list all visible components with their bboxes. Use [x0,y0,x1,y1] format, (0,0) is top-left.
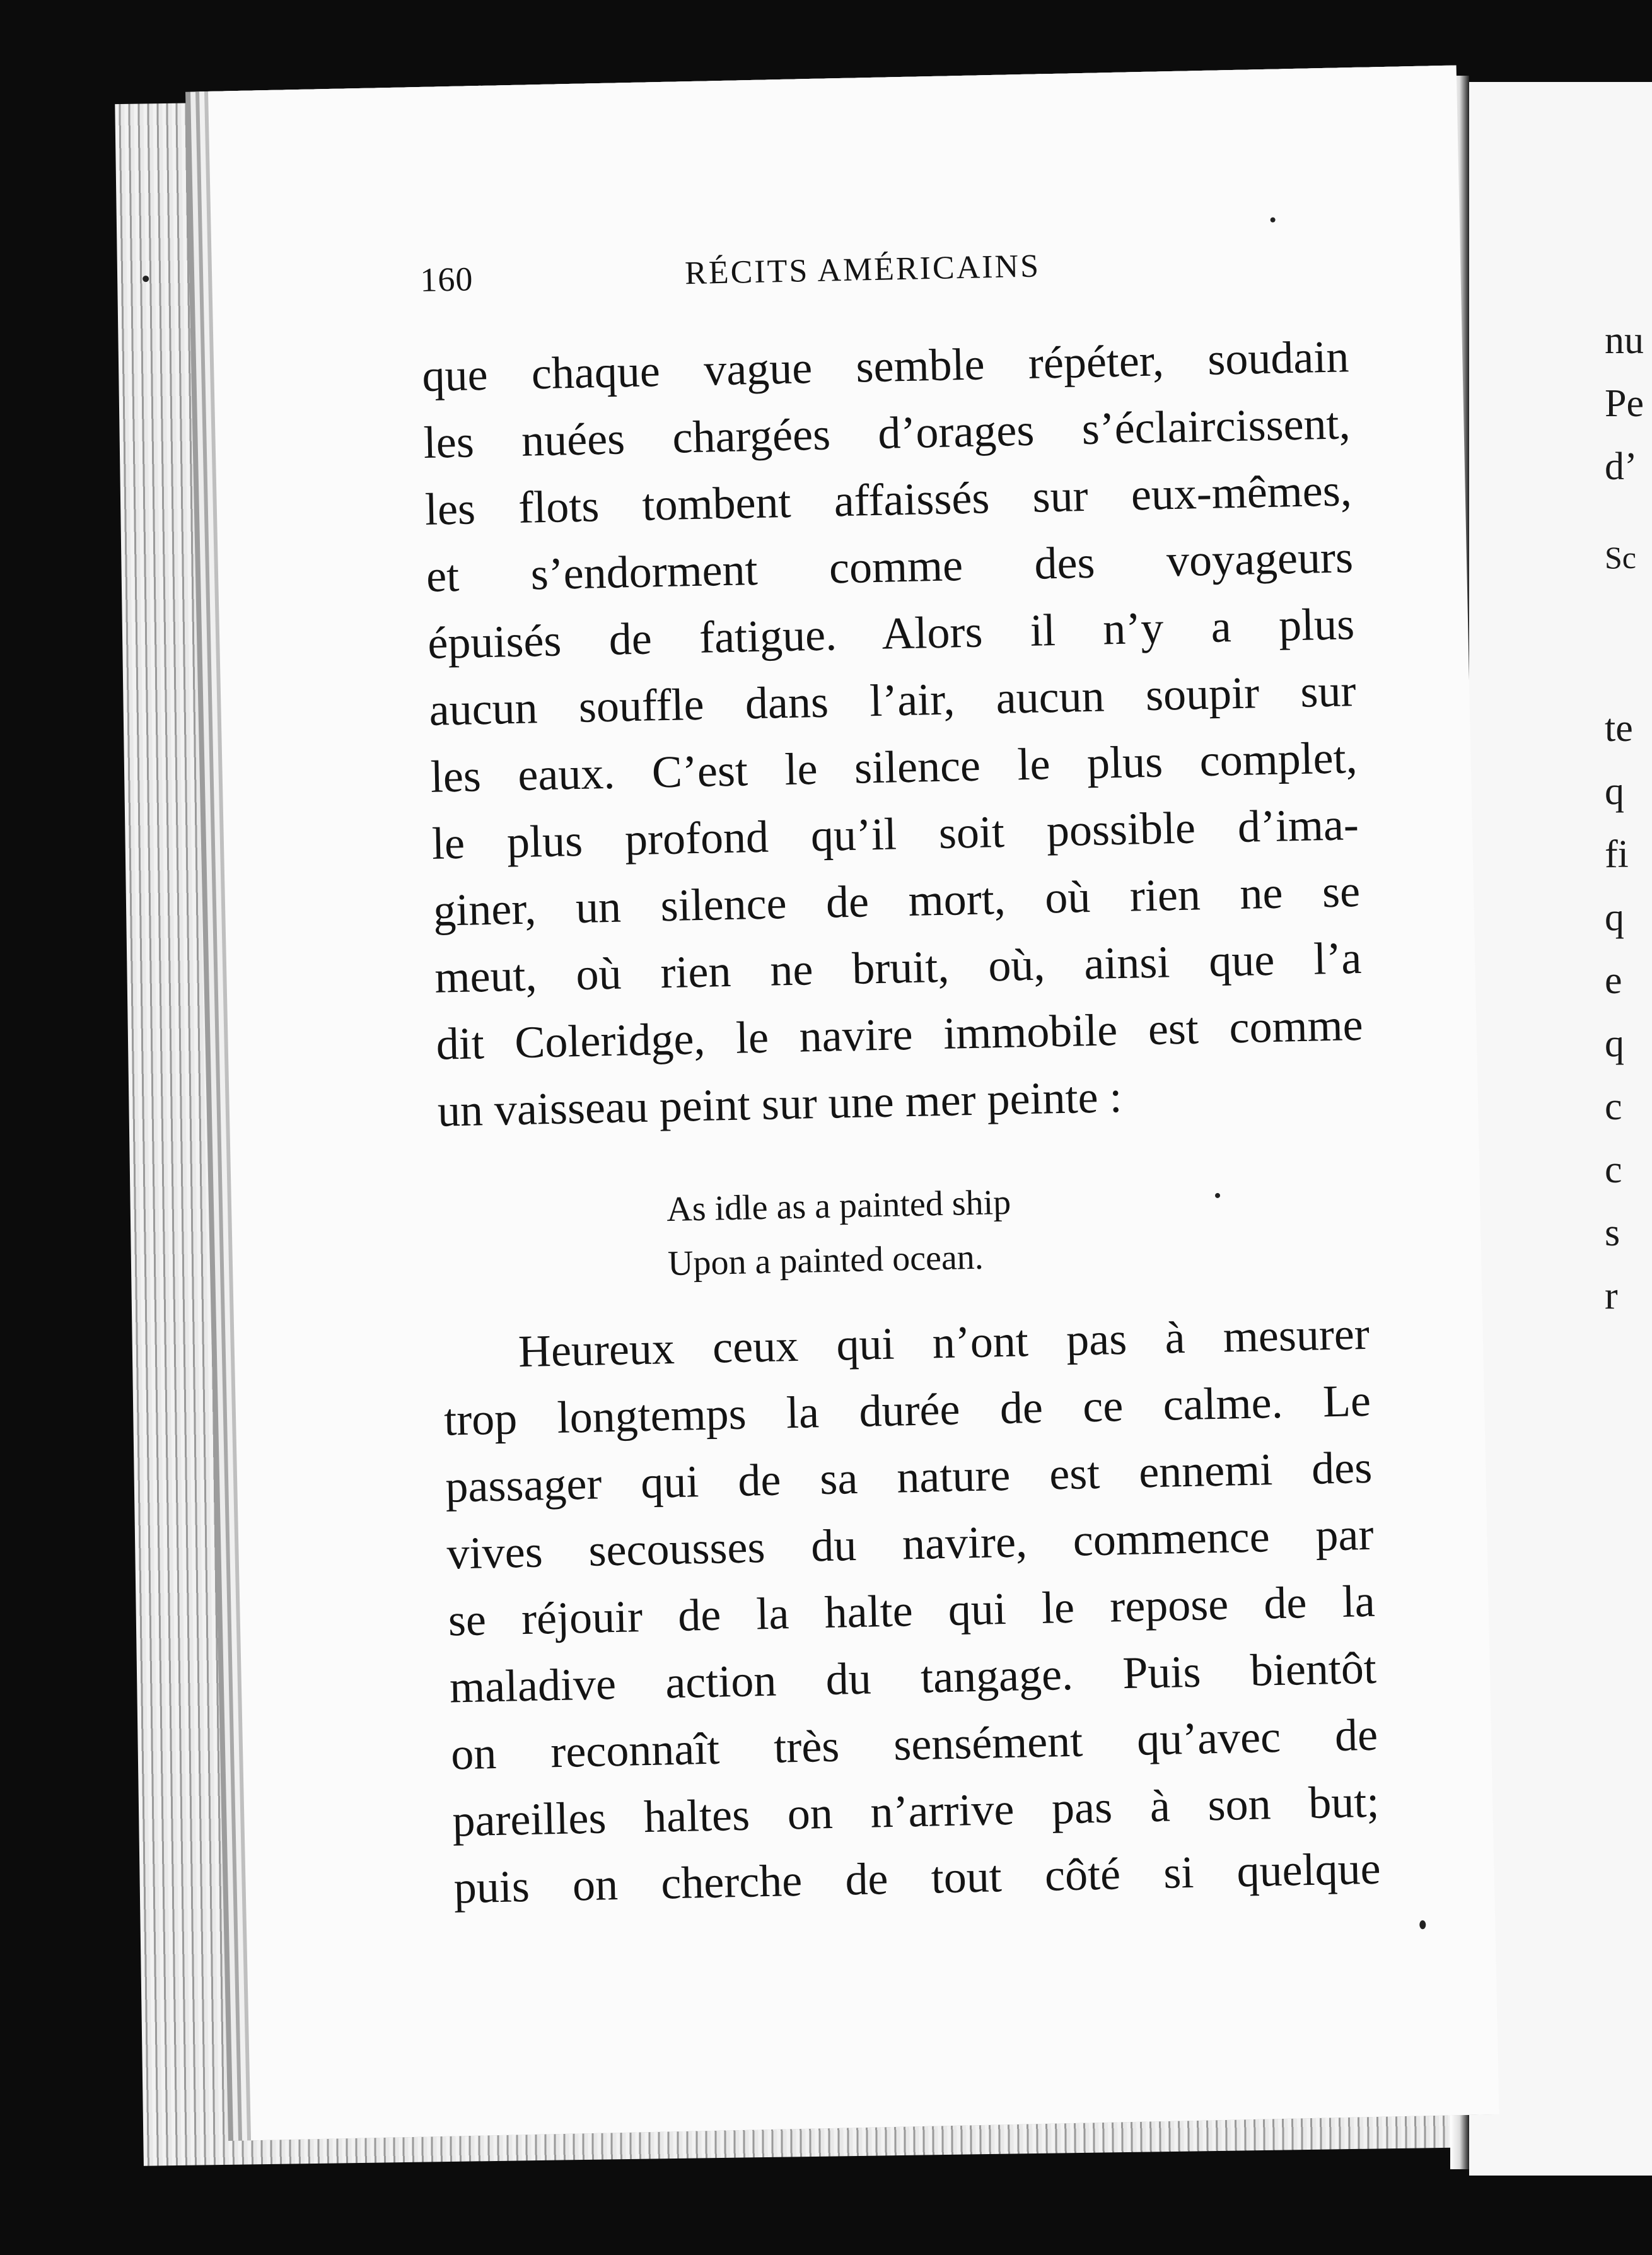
text-line: trop longtemps la durée de ce calme. Le [443,1375,1371,1445]
text-line: vives secousses du navire, commence par [446,1508,1375,1579]
verse-quote [666,1175,1012,1291]
text-line: le plus profond qu’il soit possible d’ima- [431,799,1359,869]
text-line: on reconnaît très sensément qu’avec de [450,1709,1378,1780]
facing-page-partial [1469,82,1652,2176]
facing-page-fragment: Pe [1605,382,1644,425]
page-number: 160 [419,260,474,300]
facing-page-fragment: c [1605,1085,1622,1128]
facing-page-fragment: fi [1605,833,1629,876]
facing-page-fragment: nu [1605,319,1644,362]
scan-speck [1215,1193,1220,1198]
page-header [420,241,1366,311]
paragraph-1 [421,323,1364,1145]
text-line: épuisés de fatigue. Alors il n’y a plus [427,598,1355,668]
text-line: giner, un silence de mort, où rien ne se [433,866,1361,936]
text-line: un vaisseau peint sur une mer peinte : [437,1071,1123,1136]
text-line: puis on cherche de tout côté si quelque [453,1843,1382,1913]
text-line: meut, où rien ne bruit, où, ainsi que l’a [434,933,1363,1003]
text-line: et s’endorment comme des voyageurs [426,532,1354,602]
quote-line: Upon a painted ocean. [667,1237,984,1284]
scan-speck [1271,218,1276,223]
text-line: les nuées chargées d’orages s’éclaircissent, [422,398,1351,468]
facing-page-fragment: Sc [1605,540,1636,575]
text-line: aucun souffle dans l’air, aucun soupir sur [428,665,1357,735]
text-line: pareilles haltes on n’arrive pas à son but; [451,1776,1380,1846]
facing-page-fragment: d’ [1605,445,1637,488]
facing-page-fragment: q [1605,1022,1624,1065]
text-line: les flots tombent affaissés sur eux-mêmes, [424,465,1352,535]
text-line: que chaque vague semble répéter, soudain [421,331,1350,401]
facing-page-fragment: c [1605,1148,1622,1191]
scan-speck [1419,1920,1426,1929]
text-line: se réjouir de la halte qui le repose de la [448,1575,1376,1646]
quote-line: As idle as a painted ship [666,1182,1011,1230]
facing-page-fragment: r [1605,1274,1618,1317]
facing-page-fragment: q [1605,896,1624,939]
running-head: RÉCITS AMÉRICAINS [684,248,1041,292]
book-page [208,66,1499,2141]
text-line: les eaux. C’est le silence le plus complet, [430,732,1358,802]
facing-page-fragment: e [1605,959,1622,1002]
facing-page-fragment: s [1605,1211,1620,1254]
text-line: maladive action du tangage. Puis bientôt [449,1642,1377,1713]
text-line: dit Coleridge, le navire immobile est comme [435,999,1364,1069]
text-line: Heureux ceux qui n’ont pas à mesurer [518,1308,1370,1377]
facing-page-fragment: te [1605,707,1633,750]
facing-page-fragment: q [1605,770,1624,813]
paragraph-2 [442,1300,1382,1921]
text-line: passager qui de sa nature est ennemi des [445,1442,1373,1512]
